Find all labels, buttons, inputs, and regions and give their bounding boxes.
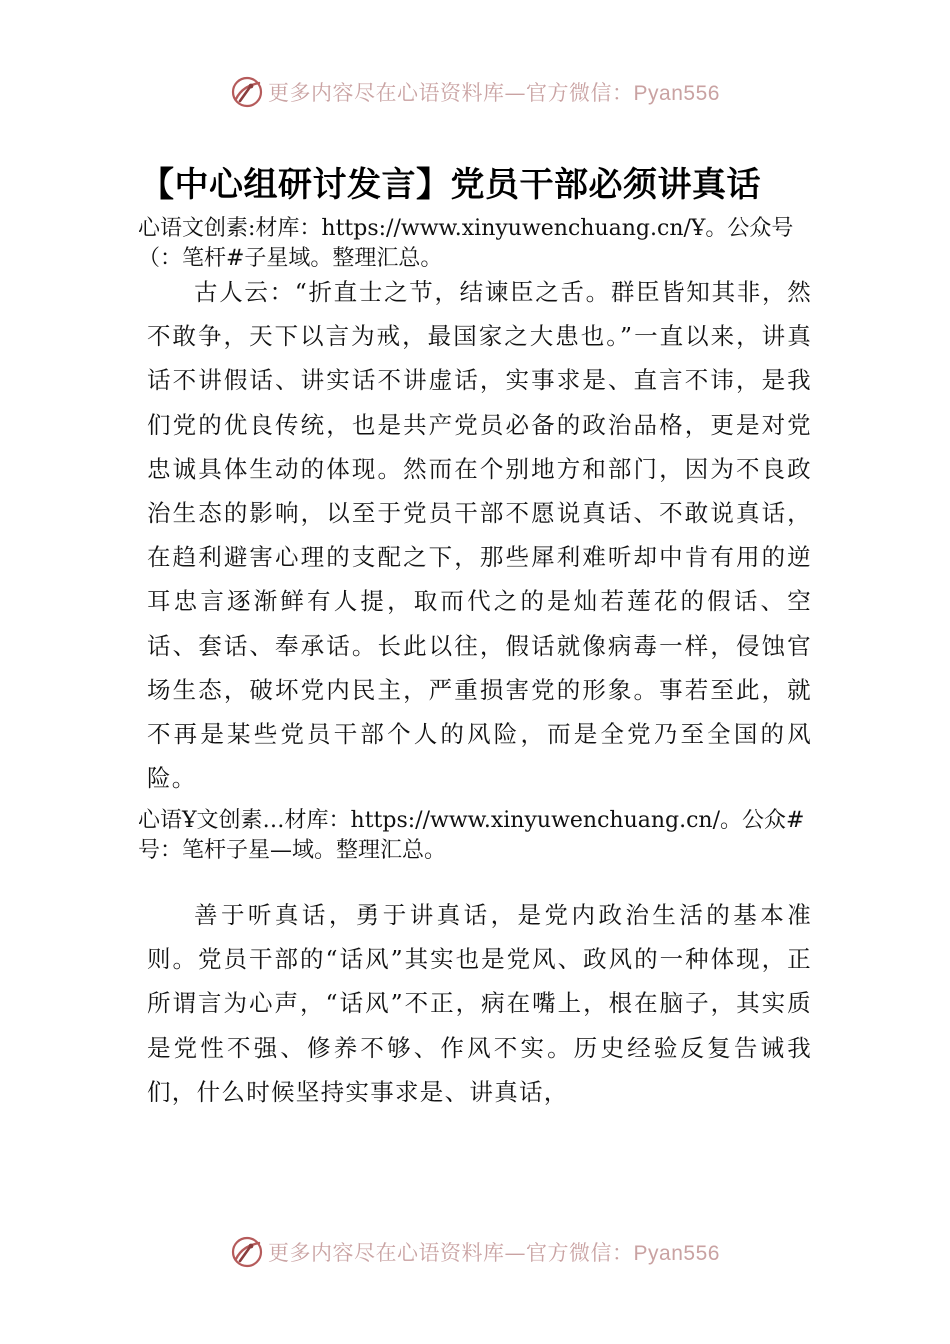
page-title: 【中心组研讨发言】党员干部必须讲真话 <box>140 165 761 205</box>
watermark-text-cn: 更多内容尽在心语资料库—官方微信： <box>268 81 634 105</box>
watermark-text <box>268 77 720 107</box>
watermark-text-cn: 更多内容尽在心语资料库—官方微信： <box>268 1241 634 1265</box>
brand-logo-icon <box>230 75 264 109</box>
header-watermark-banner <box>0 70 950 114</box>
footer-watermark-banner <box>0 1230 950 1274</box>
body-paragraph-2: 善于听真话，勇于讲真话，是党内政治生活的基本准则。党员干部的“话风”其实也是党风、政风的一种体现，正所谓言为心声，“话风”不正，病在嘴上，根在脑子，其实质是党性不强、修养不够、作风不实。历史经验反复告诫我们，什么时候坚持实事求是、讲真话， <box>147 901 812 1106</box>
source-note: 心语文创素:材库：https://www.xinyuwenchuang.cn/Ұ。公众号（：笔杆#子星域。整理汇总。 <box>138 216 794 271</box>
source-note-2: 心语Ұ文创素…材库：https://www.xinyuwenchuang.cn/。公众#号：笔杆子星—域。整理汇总。 <box>138 808 805 863</box>
watermark-text <box>268 1237 720 1267</box>
brand-logo-icon <box>230 1235 264 1269</box>
body-paragraph-1: 古人云：“折直士之节，结谏臣之舌。群臣皆知其非，然不敢争，天下以言为戒，最国家之大患也。”一直以来，讲真话不讲假话、讲实话不讲虚话，实事求是、直言不讳，是我们党的优良传统，也是共产党员必备的政治品格，更是对党忠诚具体生动的体现。然而在个别地方和部门，因为不良政治生态的影响，以至于党员干部不愿说真话、不敢说真话，在趋利避害心理的支配之下，那些犀利难听却中肯有用的逆耳忠言逐渐鲜有人提，取而代之的是灿若莲花的假话、空话、套话、奉承话。长此以往，假话就像病毒一样，侵蚀官场生态，破坏党内民主，严重损害党的形象。事若至此，就不再是某些党员干部个人的风险，而是全党乃至全国的风险。 <box>147 278 812 793</box>
watermark-wechat-id: Pyan556 <box>633 82 720 105</box>
watermark-wechat-id: Pyan556 <box>633 1242 720 1265</box>
